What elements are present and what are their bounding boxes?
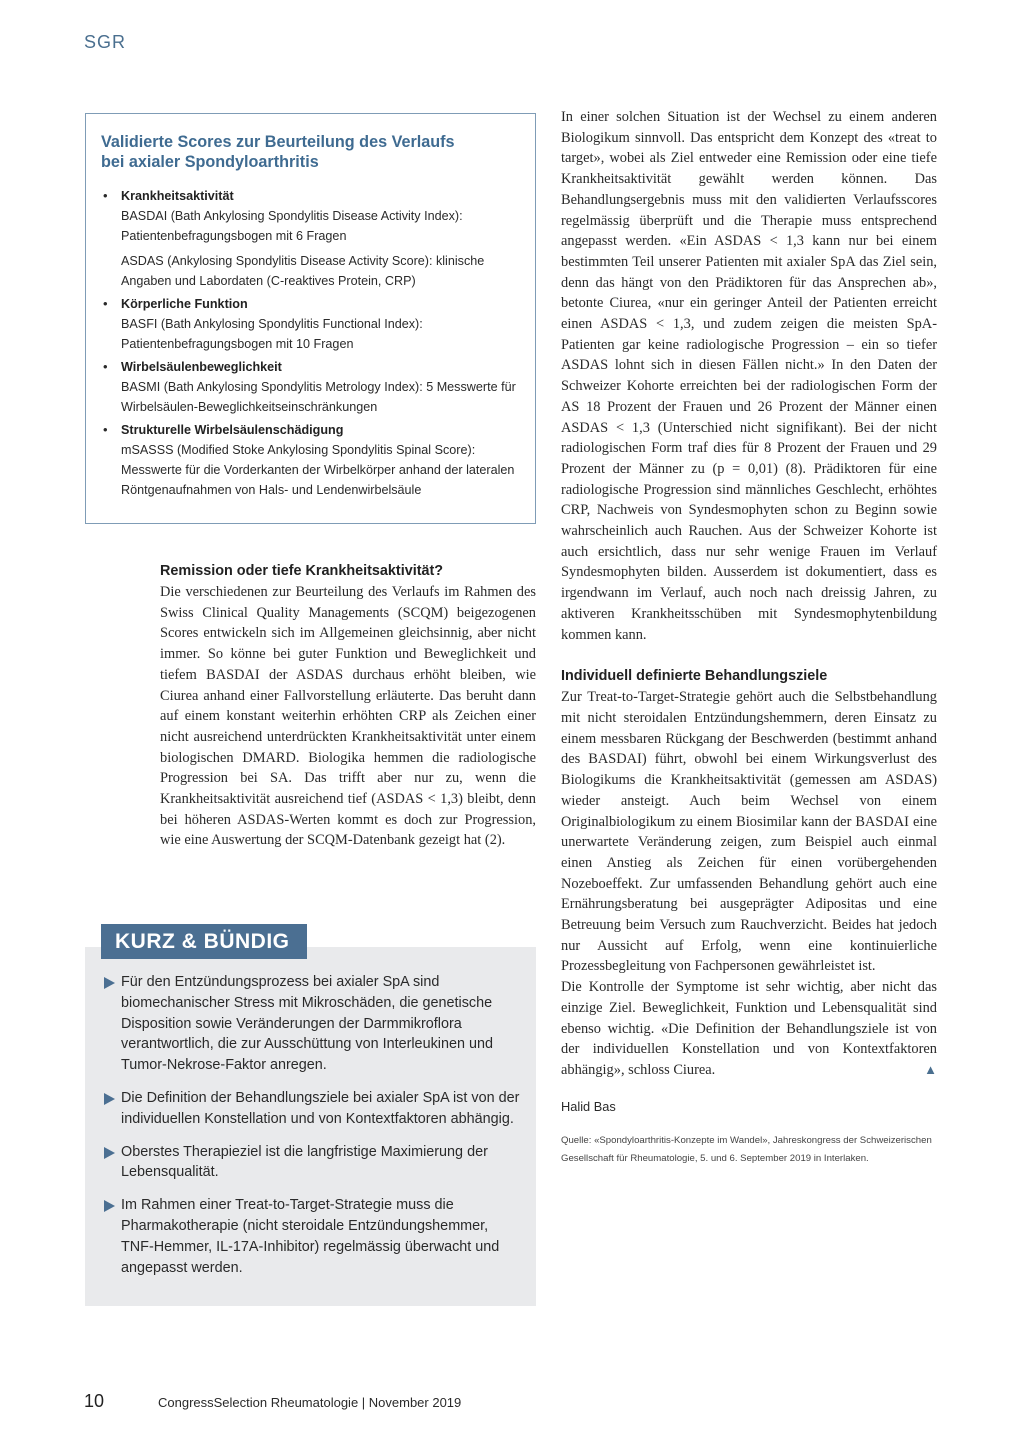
list-item: Für den Entzündungsprozess bei axialer SpA sind biomechanischer Stress mit Mikroschäden, die genetische Disposition sowie Veränderungen der Darmmikroflora verantwortlich, die zur Ausschüttung von Interleukinen und Tumor-Nekrose-Faktor anregen. bbox=[104, 972, 524, 1076]
source-note: Quelle: «Spondyloarthritis-Konzepte im Wandel», Jahreskongress der Schweizerischen Gesellschaft für Rheumatologie, 5. und 6. September 2019 in Interlaken. bbox=[561, 1135, 932, 1164]
bullet-icon: • bbox=[103, 422, 108, 437]
triangle-bullet-icon bbox=[104, 977, 115, 989]
list-item: • Krankheitsaktivität BASDAI (Bath Ankylosing Spondylitis Disease Activity Index): Patientenbefragungsbogen mit 6 Fragen ASDAS (Ankylosing Spondylitis Disease Activity Score): klinische Angaben und Labordaten (C-reaktives Protein, CRP) bbox=[103, 188, 485, 288]
bullet-icon: • bbox=[103, 296, 108, 311]
scores-infobox bbox=[85, 113, 536, 524]
section-heading: Individuell definierte Behandlungsziele bbox=[561, 668, 828, 685]
right-article-column bbox=[561, 107, 937, 1081]
page-number: 10 bbox=[84, 1391, 105, 1411]
list-item: Im Rahmen einer Treat-to-Target-Strategie muss die Pharmakotherapie (nicht steroidale Entzündungshemmer, TNF-Hemmer, IL-17A-Inhibitor) regelmässig überwacht und angepasst werden. bbox=[104, 1195, 524, 1278]
publication-footer: CongressSelection Rheumatologie | November 2019 bbox=[158, 1395, 462, 1410]
author-name: Halid Bas bbox=[561, 1099, 616, 1114]
list-item: Die Definition der Behandlungsziele bei axialer SpA ist von der individuellen Konstellation und von Kontextfaktoren abhängig. bbox=[104, 1088, 524, 1130]
list-item: • Strukturelle Wirbelsäulenschädigung mSASSS (Modified Stoke Ankylosing Spondylitis Spinal Score): Messwerte für die Vorderkanten der Wirbelkörper anhand der lateralen Röntgenaufnahmen von Hals- und Lendenwirbelsäule bbox=[103, 422, 515, 497]
triangle-bullet-icon bbox=[104, 1147, 115, 1159]
score-list bbox=[101, 186, 519, 500]
list-item: • Körperliche Funktion BASFI (Bath Ankylosing Spondylitis Functional Index): Patientenbefragungsbogen mit 10 Fragen bbox=[103, 296, 423, 351]
left-article-section bbox=[160, 561, 536, 851]
list-item: • Wirbelsäulenbeweglichkeit BASMI (Bath Ankylosing Spondylitis Metrology Index): 5 Messwerte für Wirbelsäulen-Beweglichkeitseinschränkungen bbox=[103, 359, 516, 414]
body-paragraph: Zur Treat-to-Target-Strategie gehört auch die Selbstbehandlung mit nicht steroidalen Entzündungshemmern, deren Einsatz zu einem messbaren Rückgang der Beschwerden (bestimmt anhand des BASDAI) führt, obwohl bei einem Wirkungsverlust des Biologikums die Krankheitsaktivität (gemessen am ASDAS) wieder ansteigt. Auch beim Wechsel von einem Originalbiologikum zu einem Biosimilar kann der BASDAI eine unerwartete Veränderung zeigen, zum Beispiel auch einmal einen Anstieg als Zeichen für einen vorübergehenden Nozeboeffekt. Zur umfassenden Behandlung gehört auch eine Ernährungsberatung bei ausgeprägter Adipositas und eine Betreuung beim Versuch zum Rauchverzicht. Beides hat jedoch nur Aussicht auf Erfolg, wenn eine kontinuierliche Prozessbegleitung von Fachpersonen gewährleistet ist. bbox=[561, 689, 937, 975]
summary-title: KURZ & BÜNDIG bbox=[101, 924, 307, 959]
infobox-title: Validierte Scores zur Beurteilung des Verlaufs bei axialer Spondyloarthritis bbox=[101, 133, 455, 171]
bullet-icon: • bbox=[103, 359, 108, 374]
body-paragraph: Die verschiedenen zur Beurteilung des Verlaufs im Rahmen des Swiss Clinical Quality Managements (SCQM) beigezogenen Scores entwickeln sich im Allgemeinen gleichsinnig, aber nicht immer. So könne bei guter Funktion und Beweglichkeit und tiefem BASDAI der ASDAS durchaus erhöht bleiben, wie Ciurea anhand einer Fallvorstellung erläuterte. Das beruht dann auf einem konstant weiterhin erhöhten CRP als Zeichen einer nicht ausreichend unterdrückten Krankheitsaktivität unter einem biologischen DMARD. Biologika hemmen die radiologische Progression bei SA. Das trifft aber nur zu, wenn die Krankheitsaktivität ausreichend tief (ASDAS < 1,3) bleibt, denn bei höheren ASDAS-Werten kommt es doch zur Progression, wie eine Auswertung der SCQM-Datenbank gezeigt hat (2). bbox=[160, 584, 536, 849]
body-paragraph: In einer solchen Situation ist der Wechsel zu einem anderen Biologikum sinnvoll. Das entspricht dem Konzept des «treat to target», wobei als Ziel entweder eine Remission oder eine tiefe Krankheitsaktivität gewählt werden können. Das Behandlungsergebnis muss mit den validierten Verlaufsscores regelmässig überprüft und die Therapie muss entsprechend angepasst werden. «Ein ASDAS < 1,3 kann nur bei einem bestimmten Teil unserer Patienten mit axialer SpA das Ziel sein, denn das hängt von den Prädiktoren für das Ansprechen ab», betonte Ciurea, «nur ein geringer Anteil der Patienten erreicht einen ASDAS < 1,3, und zudem zeigen die meisten SpA-Patienten gar keine radiologische Progression – ein so tiefer ASDAS lohnt sich in diesen Fällen nicht.» In den Daten der Schweizer Kohorte erreichten bei der radiologischen Form der AS 18 Prozent der Frauen und 26 Prozent der Männer einen ASDAS < 1,3 (Unterschied nicht signifikant). Bei der nicht radiologischen Form traf dies für 8 Prozent der Frauen und 29 Prozent der Männer zu (p = 0,01) (8). Prädiktoren für eine radiologische Progression sind männliches Geschlecht, erhöhtes CRP, Nachweis von Syndesmophyten schon zu Beginn sowie wahrscheinlich auch Rauchen. Aus der Schweizer Kohorte ist auch ersichtlich, dass nur sehr wenige Frauen im Verlauf Syndesmophyten bilden. Ausserdem ist dokumentiert, dass es irgendwann im Verlauf, auch noch nach dreissig Jahren, zu aktiveren Krankheitsschüben mit Syndesmophytenbildung kommen kann. bbox=[561, 109, 937, 643]
summary-list bbox=[104, 972, 524, 1290]
triangle-bullet-icon bbox=[104, 1093, 115, 1105]
list-item: Oberstes Therapieziel ist die langfristige Maximierung der Lebensqualität. bbox=[104, 1142, 524, 1184]
triangle-bullet-icon bbox=[104, 1200, 115, 1212]
body-paragraph: Die Kontrolle der Symptome ist sehr wichtig, aber nicht das einzige Ziel. Beweglichkeit, Funktion und Lebensqualität sind ebenso wichtig. «Die Definition der Behandlungsziele ist von der individuellen Konstellation und von Kontextfaktoren abhängig», schloss Ciurea. ▲ bbox=[561, 977, 937, 1081]
section-heading: Remission oder tiefe Krankheitsaktivität? bbox=[160, 563, 444, 579]
section-label: SGR bbox=[84, 32, 127, 52]
end-triangle-icon: ▲ bbox=[924, 1061, 937, 1077]
bullet-icon: • bbox=[103, 188, 108, 203]
